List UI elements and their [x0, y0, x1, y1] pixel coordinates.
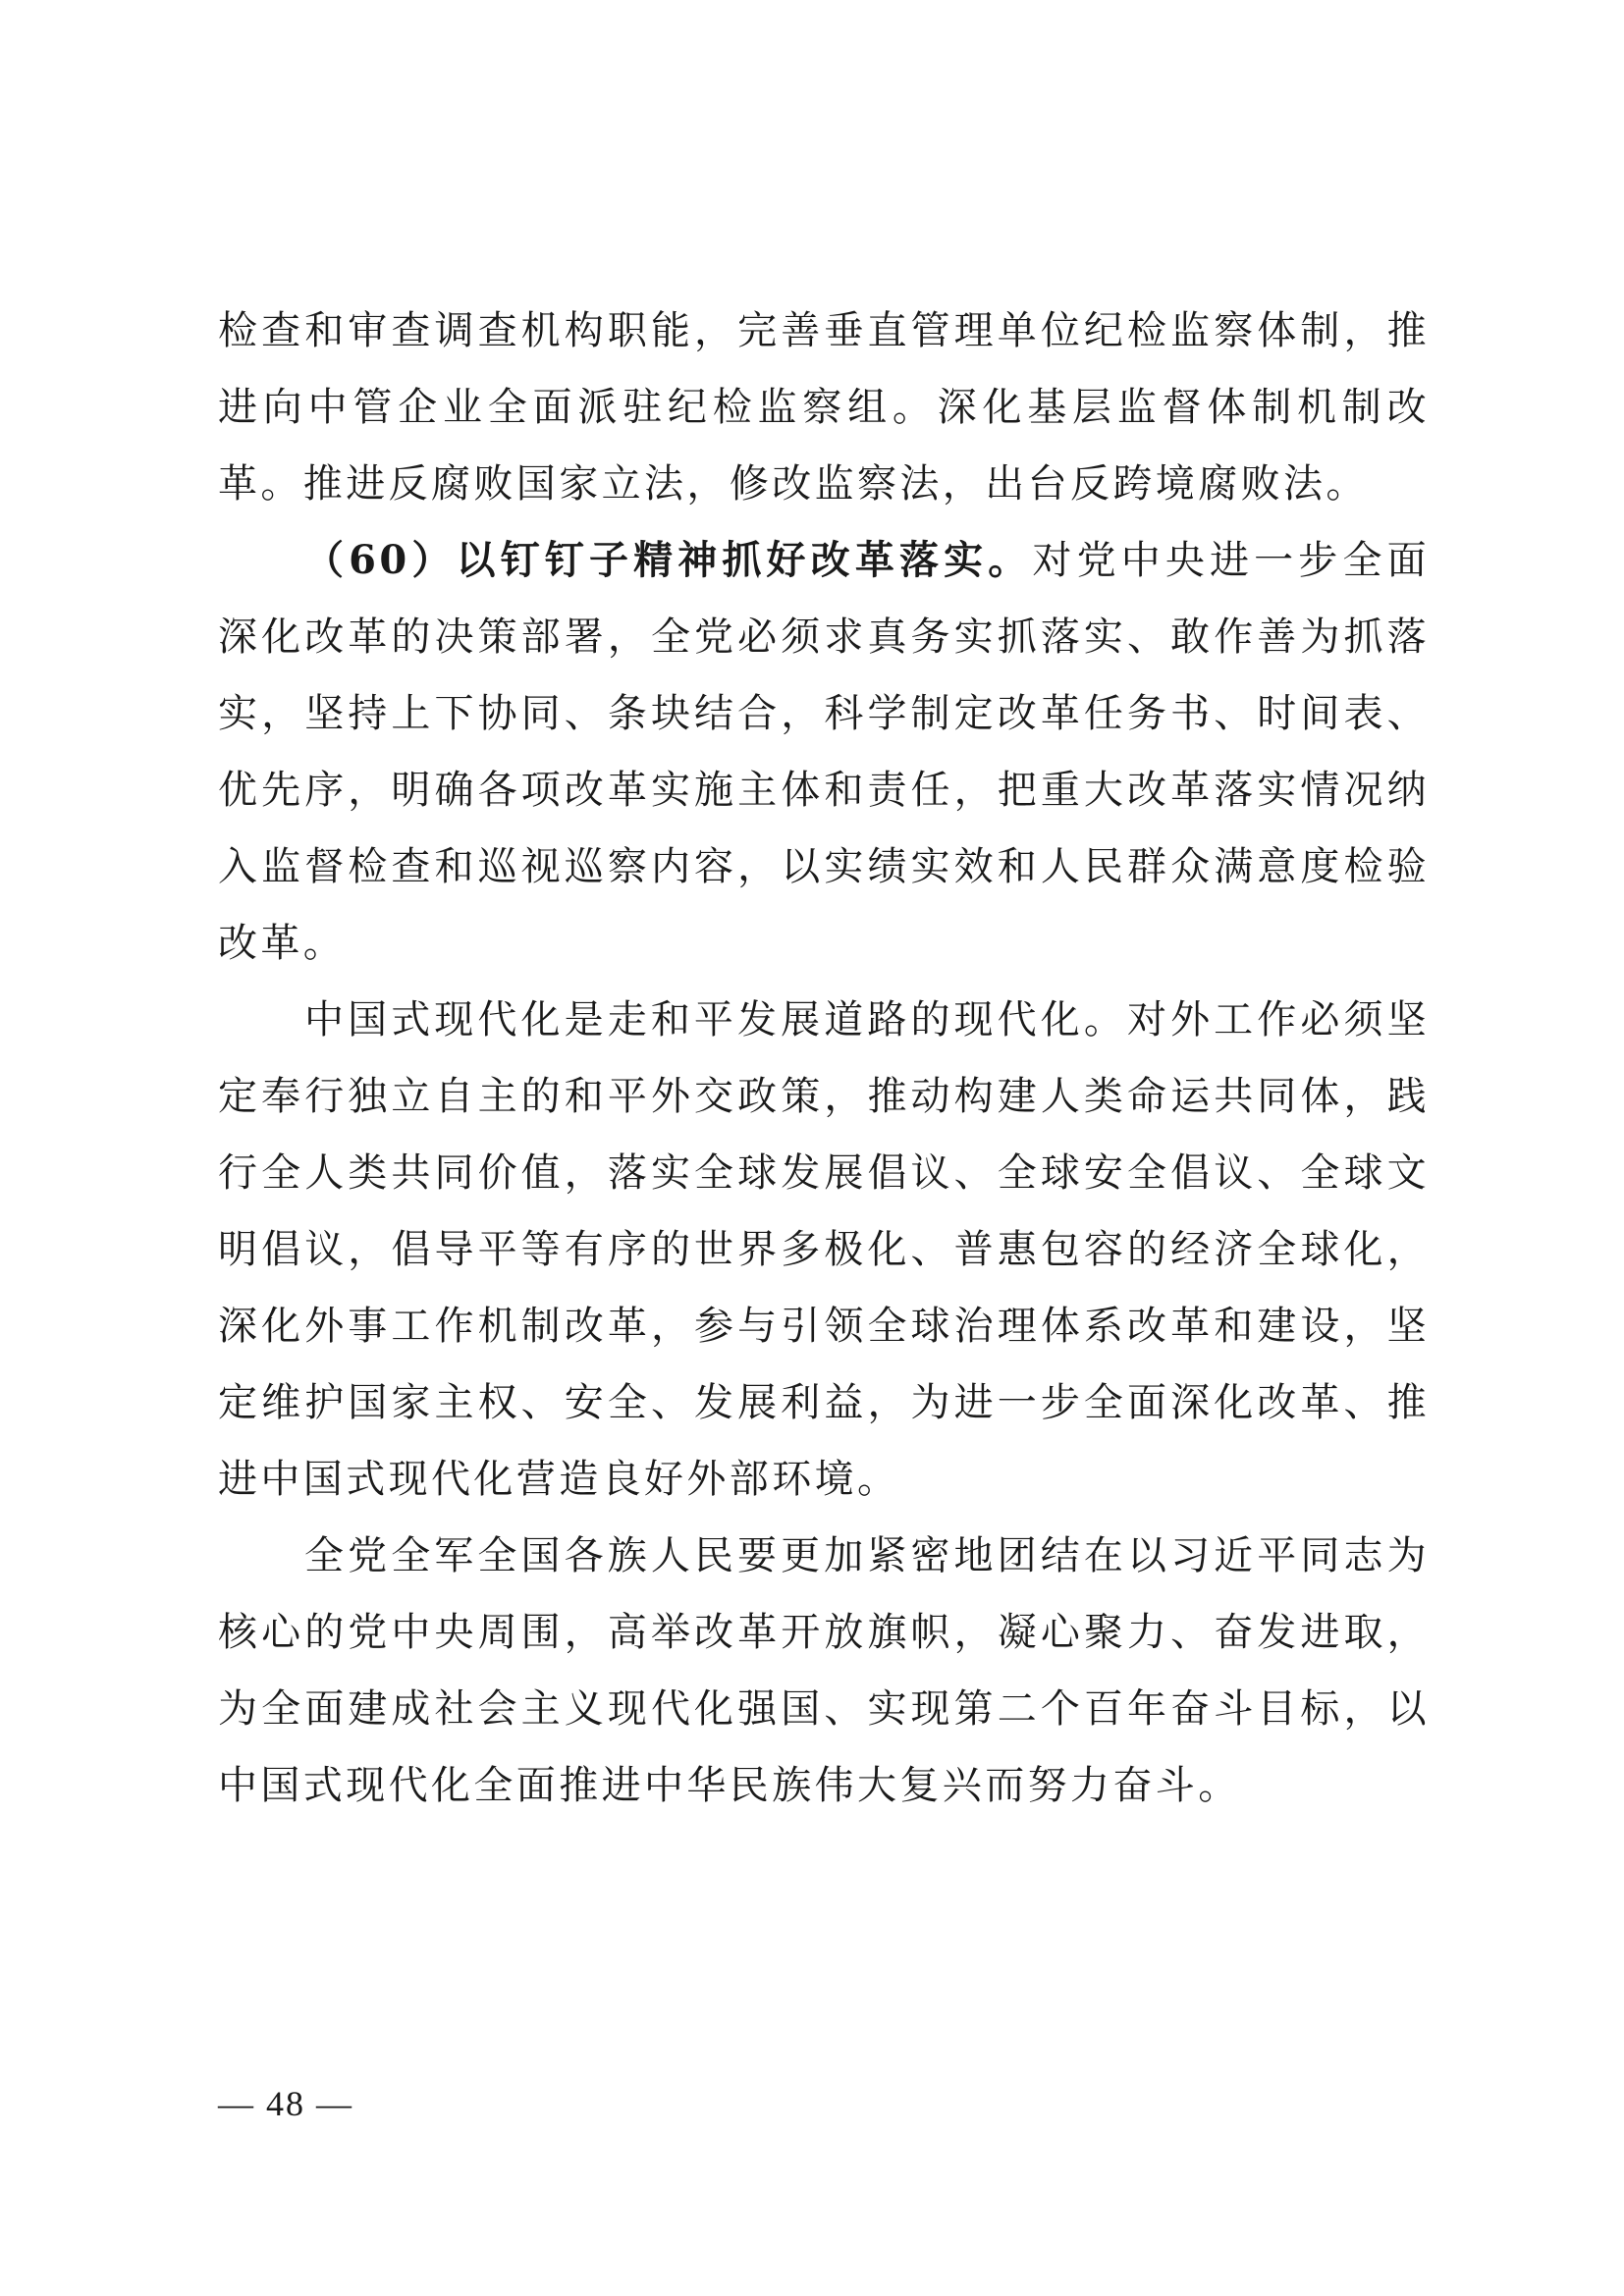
- paragraph-2: [218, 522, 1430, 982]
- paragraph-1: 检查和审查调查机构职能，完善垂直管理单位纪检监察体制，推进向中管企业全面派驻纪检监察组。深化基层监督体制机制改革。推进反腐败国家立法，修改监察法，出台反跨境腐败法。: [218, 308, 1430, 507]
- page-number: — 48 —: [218, 2084, 353, 2123]
- paragraph-3: 中国式现代化是走和平发展道路的现代化。对外工作必须坚定奉行独立自主的和平外交政策，推动构建人类命运共同体，践行全人类共同价值，落实全球发展倡议、全球安全倡议、全球文明倡议，倡导平等有序的世界多极化、普惠包容的经济全球化，深化外事工作机制改革，参与引领全球治理体系改革和建设，坚定维护国家主权、安全、发展利益，为进一步全面深化改革、推进中国式现代化营造良好外部环境。: [218, 997, 1430, 1502]
- section-heading: （60）以钉钉子精神抓好改革落实。: [304, 537, 1033, 583]
- paragraph-2-body: 对党中央进一步全面深化改革的决策部署，全党必须求真务实抓落实、敢作善为抓落实，坚持上下协同、条块结合，科学制定改革任务书、时间表、优先序，明确各项改革实施主体和责任，把重大改革落实情况纳入监督检查和巡视巡察内容，以实绩实效和人民群众满意度检验改革。: [218, 538, 1430, 966]
- body-text: [218, 293, 1430, 1824]
- paragraph-4: 全党全军全国各族人民要更加紧密地团结在以习近平同志为核心的党中央周围，高举改革开放旗帜，凝心聚力、奋发进取，为全面建成社会主义现代化强国、实现第二个百年奋斗目标，以中国式现代化全面推进中华民族伟大复兴而努力奋斗。: [218, 1533, 1430, 1808]
